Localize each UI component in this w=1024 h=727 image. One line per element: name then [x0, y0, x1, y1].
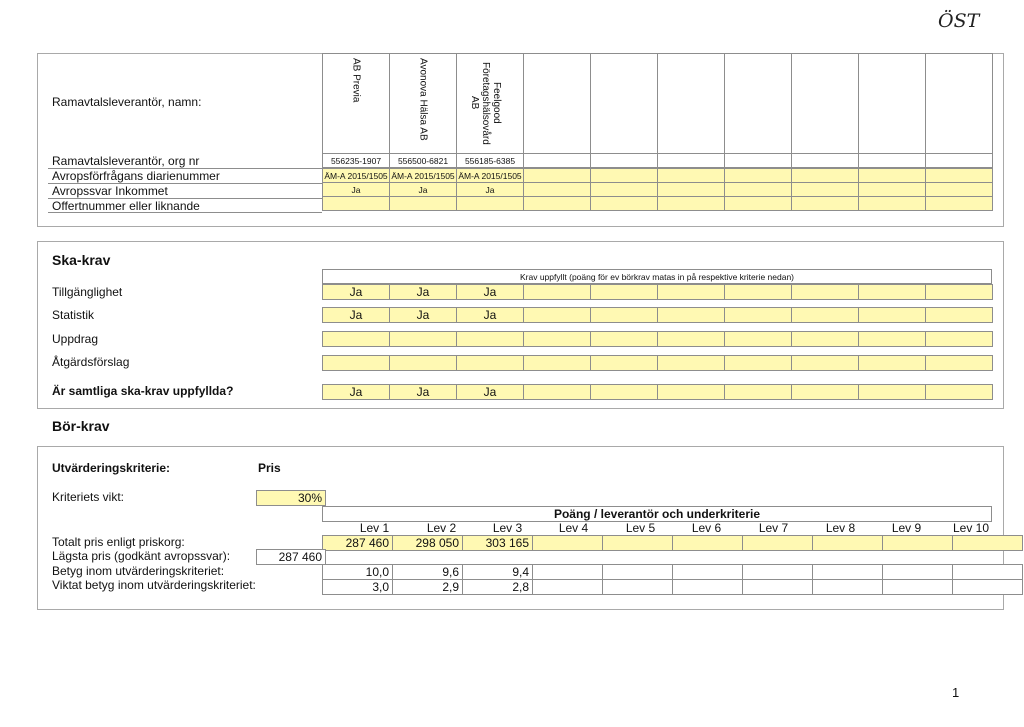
- points-header: Poäng / leverantör och underkriterie: [323, 507, 992, 522]
- weight-field: [256, 490, 326, 506]
- org-nr-cell: 556500-6821: [390, 154, 457, 168]
- total-price-row: [322, 535, 1023, 551]
- org-nr-label: Ramavtalsleverantör, org nr: [52, 154, 200, 168]
- org-nr-cell: 556235-1907: [323, 154, 390, 168]
- criterion-label: Utvärderingskriterie:: [52, 461, 171, 475]
- weighted-cell: 3,0: [323, 580, 393, 595]
- lev-header: Lev 2: [426, 521, 457, 535]
- lev-header: Lev 9: [891, 521, 922, 535]
- supplier-name-label: Ramavtalsleverantör, namn:: [52, 95, 202, 109]
- criterion-value: Pris: [258, 461, 281, 475]
- offertnummer-row: [323, 197, 993, 211]
- inkommet-cell[interactable]: Ja: [323, 183, 390, 197]
- diarienummer-cell[interactable]: ÄM-A 2015/1505: [458, 170, 522, 181]
- ska-krav-row: [322, 355, 993, 371]
- supplier-name-cell: AB Previa: [323, 54, 390, 154]
- ska-krav-row: Ja Ja Ja: [322, 307, 993, 323]
- ska-krav-title: Ska-krav: [52, 252, 111, 268]
- label-rule: [48, 183, 322, 184]
- lev-header: Lev 8: [825, 521, 856, 535]
- points-header-box: [322, 506, 992, 522]
- lev-header: Lev 4: [558, 521, 589, 535]
- ska-krav-note-row: [322, 269, 992, 284]
- ska-krav-note: Krav uppfyllt (poäng för ev börkrav matas in på respektive kriterie nedan): [323, 270, 992, 284]
- lowest-price-field: [256, 549, 326, 565]
- lev-header: Lev 3: [492, 521, 523, 535]
- bor-krav-title: Bör-krav: [52, 418, 110, 434]
- inkommet-row: [323, 183, 993, 197]
- grade-grid: [322, 564, 1023, 595]
- handwritten-stamp: ÖST: [938, 10, 980, 32]
- ska-krav-summary-label: Är samtliga ska-krav uppfyllda?: [52, 384, 234, 398]
- weighted-cell: 2,8: [463, 580, 533, 595]
- supplier-name-grid: [322, 53, 993, 154]
- total-price-cell[interactable]: 298 050: [393, 536, 463, 551]
- inkommet-cell[interactable]: Ja: [390, 183, 457, 197]
- ska-krav-row: [322, 331, 993, 347]
- org-nr-row: [322, 153, 993, 168]
- grade-cell: 9,4: [463, 565, 533, 580]
- ska-krav-row: Ja Ja Ja: [322, 284, 993, 300]
- weight-value[interactable]: 30%: [257, 491, 326, 506]
- label-rule: [48, 198, 322, 199]
- diarienummer-cell[interactable]: ÄM-A 2015/1505: [391, 170, 455, 181]
- ska-krav-row-label: Tillgänglighet: [52, 285, 123, 299]
- ska-krav-row-label: Åtgärdsförslag: [52, 355, 130, 369]
- lev-header: Lev 1: [359, 521, 390, 535]
- weighted-cell: 2,9: [393, 580, 463, 595]
- label-rule: [48, 212, 322, 213]
- total-price-cell[interactable]: 303 165: [463, 536, 533, 551]
- inkommet-cell[interactable]: Ja: [457, 183, 524, 197]
- offertnummer-label: Offertnummer eller liknande: [52, 199, 200, 213]
- ska-krav-row-label: Statistik: [52, 308, 95, 322]
- lev-header: Lev 6: [691, 521, 722, 535]
- grade-label: Betyg inom utvärderingskriteriet:: [52, 564, 225, 578]
- ska-krav-row-label: Uppdrag: [52, 332, 99, 346]
- org-nr-cell: 556185-6385: [457, 154, 524, 168]
- supplier-name-cell: Avonova Hälsa AB: [390, 54, 457, 154]
- weighted-row: [323, 580, 1023, 595]
- lowest-price-label: Lägsta pris (godkänt avropssvar):: [52, 549, 231, 563]
- diarienummer-row: [323, 169, 993, 183]
- ska-krav-summary-row: Ja Ja Ja: [322, 384, 993, 400]
- total-price-label: Totalt pris enligt priskorg:: [52, 535, 185, 549]
- grade-cell: 9,6: [393, 565, 463, 580]
- inkommet-label: Avropssvar Inkommet: [52, 184, 168, 198]
- lowest-price-value: 287 460: [257, 550, 326, 565]
- grade-row: [323, 565, 1023, 580]
- diarienummer-label: Avropsförfrågans diarienummer: [52, 169, 220, 183]
- page-number: 1: [952, 685, 960, 700]
- total-price-cell[interactable]: 287 460: [323, 536, 393, 551]
- diarienummer-cell[interactable]: ÄM-A 2015/1505: [324, 170, 388, 181]
- weighted-label: Viktat betyg inom utvärderingskriteriet:: [52, 578, 256, 592]
- label-rule: [48, 168, 322, 169]
- lev-header: Lev 5: [625, 521, 656, 535]
- lev-header: Lev 7: [758, 521, 789, 535]
- weight-label: Kriteriets vikt:: [52, 490, 125, 504]
- grade-cell: 10,0: [323, 565, 393, 580]
- supplier-detail-grid: [322, 168, 993, 211]
- supplier-name-cell: Feelgood Företagshälsovård AB: [457, 54, 524, 154]
- lev-header: Lev 10: [953, 521, 990, 535]
